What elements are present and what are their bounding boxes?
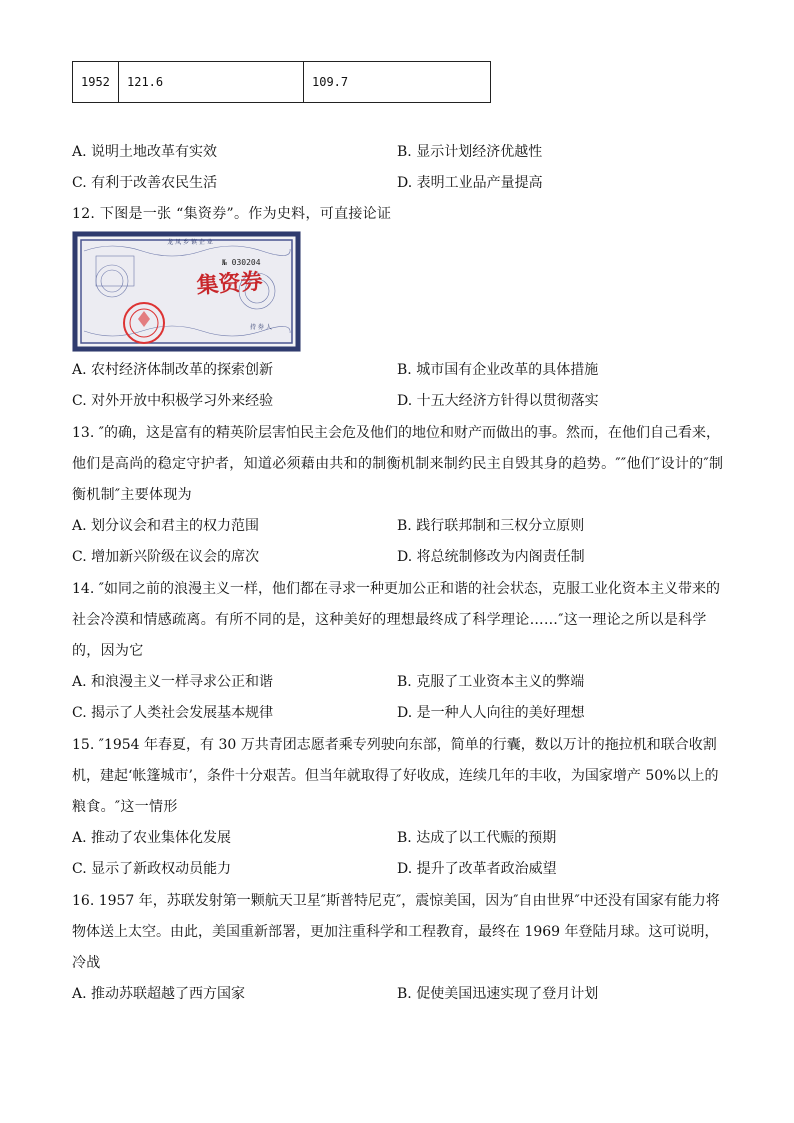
- q15-stem-line-2: 机，建起‘帐篷城市’，条件十分艰苦。但当年就取得了好收成，连续几年的丰收，为国家增产 50%以上的: [72, 768, 719, 784]
- q15-stem-line-1: 15. ″1954 年春夏，有 30 万共青团志愿者乘专列驶向东部，简单的行囊，数以万计的拖拉机和联合收割: [72, 737, 717, 753]
- q14-option-d: D. 是一种人人向往的美好理想: [397, 705, 585, 721]
- q11-option-d: D. 表明工业品产量提高: [397, 175, 543, 191]
- q13-stem-line-2: 他们是高尚的稳定守护者，知道必须藉由共和的制衡机制来制约民主自毁其身的趋势。″″他们″设计的″制: [72, 456, 724, 472]
- q15-option-d: D. 提升了改革者政治威望: [397, 861, 557, 877]
- q12-option-d: D. 十五大经济方针得以贯彻落实: [397, 393, 599, 409]
- q13-option-d: D. 将总统制修改为内阁责任制: [397, 549, 585, 565]
- q11-option-c: C. 有利于改善农民生活: [72, 175, 218, 191]
- q14-option-b: B. 克服了工业资本主义的弊端: [397, 674, 585, 690]
- coupon-title: 集资券: [195, 268, 264, 299]
- q13-stem-line-1: 13. ″的确，这是富有的精英阶层害怕民主会危及他们的地位和财产而做出的事。然而，在他们自己看来，: [72, 425, 720, 441]
- table-cell-value-1: 121.6: [119, 62, 304, 103]
- q15-option-b: B. 达成了以工代赈的预期: [397, 830, 557, 846]
- q12-option-b: B. 城市国有企业改革的具体措施: [397, 362, 599, 378]
- q11-option-a: A. 说明土地改革有实效: [72, 144, 218, 160]
- q14-stem-line-1: 14. ″如同之前的浪漫主义一样，他们都在寻求一种更加公正和谐的社会状态，克服工业化资本主义带来的: [72, 581, 720, 597]
- q13-option-a: A. 划分议会和君主的权力范围: [72, 518, 260, 534]
- q14-stem-line-2: 社会冷漠和情感疏离。有所不同的是，这种美好的理想最终成了科学理论……″这一理论之所以是科学: [72, 612, 707, 628]
- coupon-serial: № 030204: [222, 258, 261, 267]
- q13-option-c: C. 增加新兴阶级在议会的席次: [72, 549, 260, 565]
- q14-option-a: A. 和浪漫主义一样寻求公正和谐: [72, 674, 274, 690]
- table-cell-year: 1952: [73, 62, 119, 103]
- q16-stem-line-3: 冷战: [72, 955, 101, 971]
- q14-stem-line-3: 的，因为它: [72, 643, 144, 659]
- q12-option-a: A. 农村经济体制改革的探索创新: [72, 362, 274, 378]
- q15-option-a: A. 推动了农业集体化发展: [72, 830, 232, 846]
- data-table: [72, 61, 491, 103]
- q15-option-c: C. 显示了新政权动员能力: [72, 861, 232, 877]
- q16-stem-line-2: 物体送上太空。由此，美国重新部署，更加注重科学和工程教育，最终在 1969 年登陆月球。这可说明，: [72, 924, 719, 940]
- coupon-holder: 持 券 人: [250, 324, 272, 331]
- q13-stem-line-3: 衡机制″主要体现为: [72, 487, 192, 503]
- table-cell-value-2: 109.7: [304, 62, 491, 103]
- q12-option-c: C. 对外开放中积极学习外来经验: [72, 393, 274, 409]
- q15-stem-line-3: 粮食。″这一情形: [72, 799, 178, 815]
- coupon-top-text: 龙 凤 乡 镇 企 业: [167, 239, 213, 246]
- q11-option-b: B. 显示计划经济优越性: [397, 144, 543, 160]
- table-row: [73, 62, 491, 103]
- q14-option-c: C. 揭示了人类社会发展基本规律: [72, 705, 274, 721]
- q16-stem-line-1: 16. 1957 年，苏联发射第一颗航天卫星″斯普特尼克″，震惊美国，因为″自由世界″中还没有国家有能力将: [72, 893, 720, 909]
- q13-option-b: B. 践行联邦制和三权分立原则: [397, 518, 585, 534]
- q16-option-a: A. 推动苏联超越了西方国家: [72, 986, 246, 1002]
- q16-option-b: B. 促使美国迅速实现了登月计划: [397, 986, 599, 1002]
- coupon-image: [72, 231, 301, 352]
- q12-stem: 12. 下图是一张 “集资券”。作为史料，可直接论证: [72, 206, 392, 222]
- red-seal-icon: [124, 303, 164, 343]
